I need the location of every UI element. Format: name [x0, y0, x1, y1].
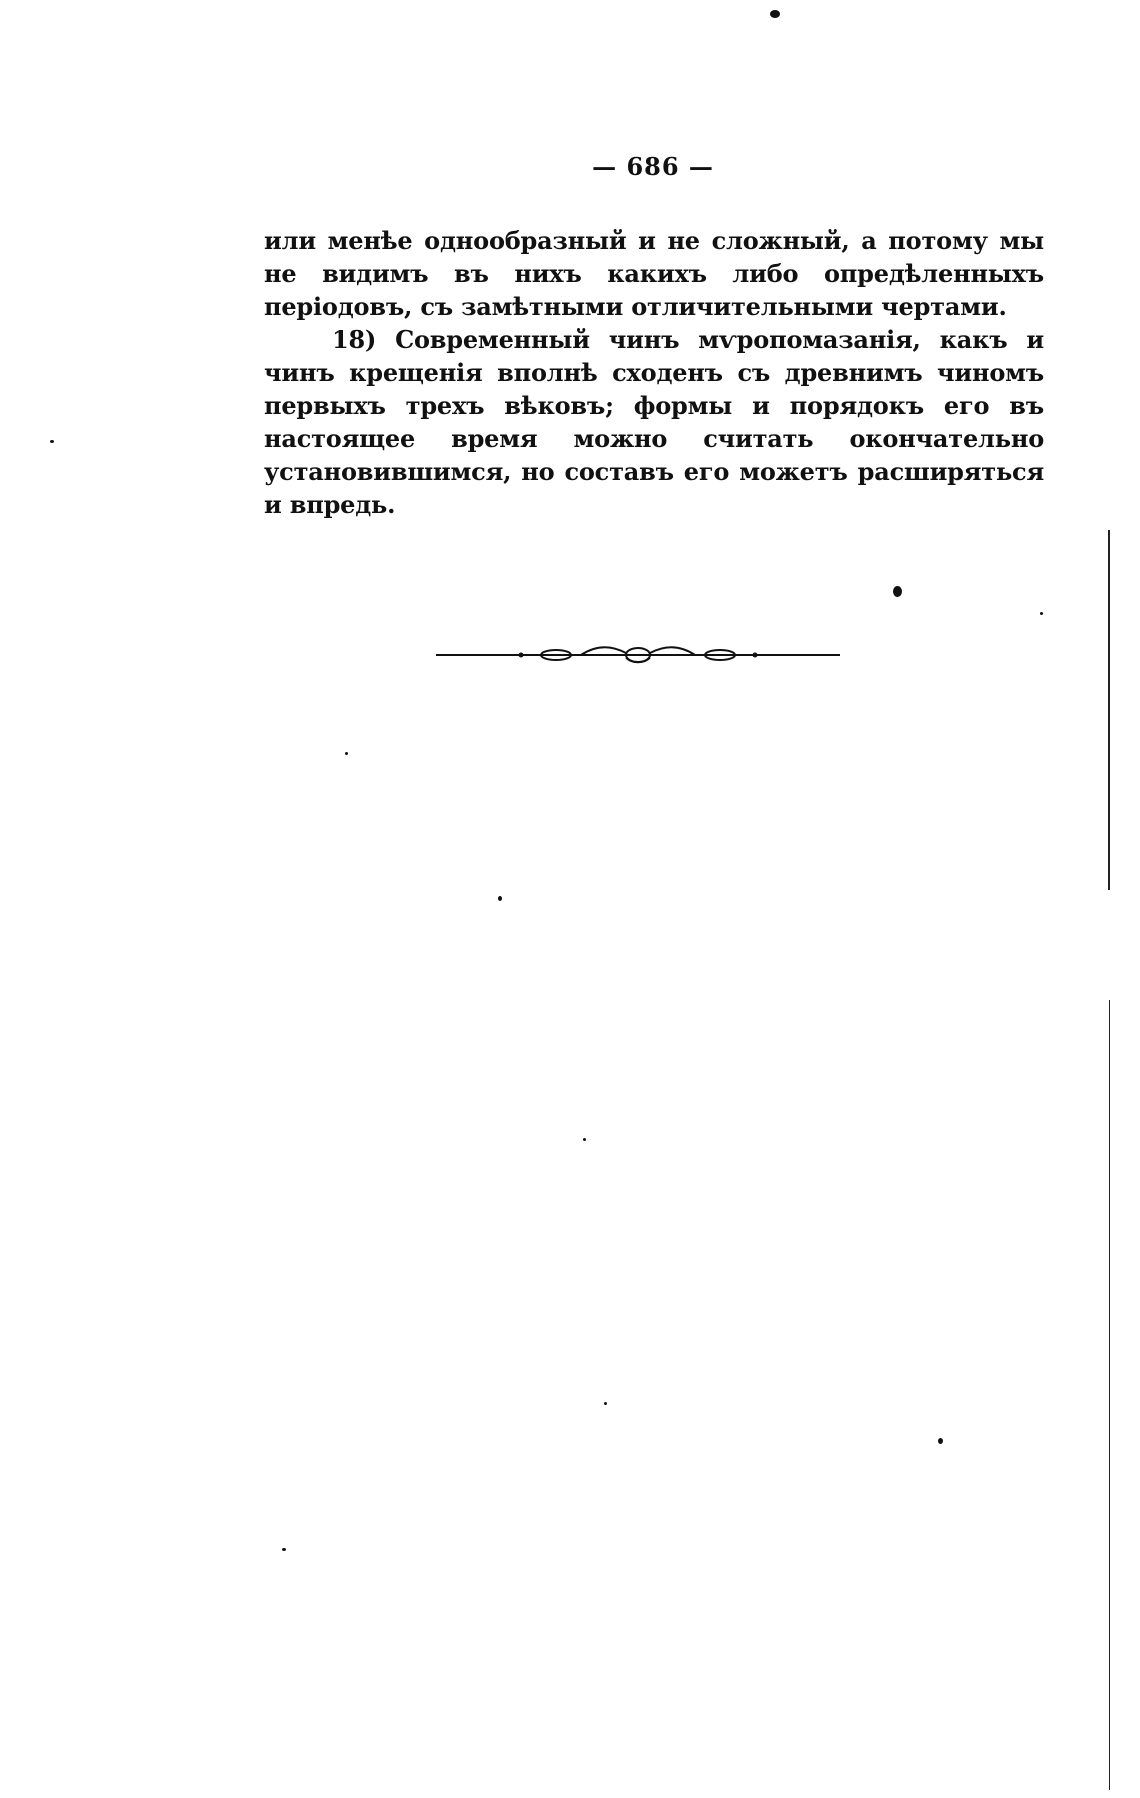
body-text — [264, 224, 1044, 521]
scan-speck — [938, 1438, 943, 1444]
scan-speck — [345, 752, 348, 755]
scan-speck — [770, 10, 780, 18]
ornament-divider-icon — [436, 640, 840, 670]
scan-speck — [583, 1138, 586, 1141]
paragraph-1: или менѣе однообразный и не сложный, а потому мы не видимъ въ нихъ какихъ либо опредѣленныхъ періодовъ, съ замѣтными отличительными чертами. — [264, 226, 1044, 321]
scan-speck — [1040, 612, 1043, 615]
paragraph-2: 18) Современный чинъ мѵропомазанія, какъ и чинъ крещенія вполнѣ сходенъ съ древнимъ чиномъ первыхъ трехъ вѣковъ; формы и порядокъ его въ настоящее время можно считать окончательно установившимся, но составъ его можетъ расширяться и впредь. — [264, 325, 1044, 519]
scan-speck — [893, 586, 902, 597]
scan-edge-line — [1108, 530, 1110, 890]
scan-speck — [604, 1402, 607, 1405]
scan-speck — [50, 440, 54, 443]
page-number: — 686 — — [592, 152, 714, 181]
scan-edge-line — [1109, 1000, 1110, 1790]
scan-speck — [282, 1548, 286, 1551]
scan-speck — [498, 896, 502, 901]
